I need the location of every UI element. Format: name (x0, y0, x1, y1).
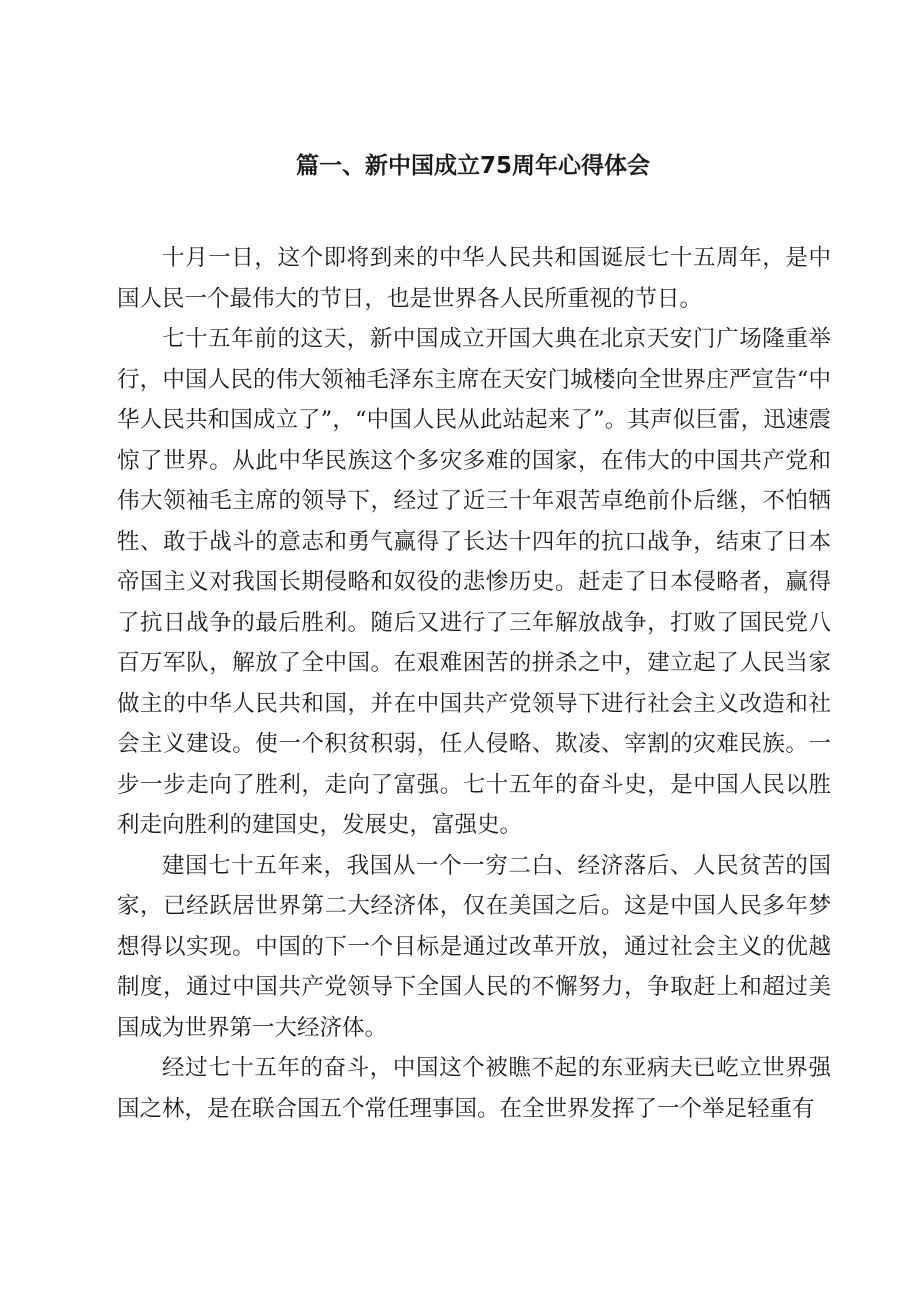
paragraph-1: 十月一日，这个即将到来的中华人民共和国诞辰七十五周年，是中国人民一个最伟大的节日，也是世界各人民所重视的节日。 (117, 245, 831, 312)
paragraph-3: 建国七十五年来，我国从一个一穷二白、经济落后、人民贫苦的国家，已经跃居世界第二大经济体，仅在美国之后。这是中国人民多年梦想得以实现。中国的下一个目标是通过改革开放，通过社会主义的优越制度，通过中国共产党领导下全国人民的不懈努力，争取赶上和超过美国成为世界第一大经济体。 (117, 852, 831, 1041)
paragraph-4: 经过七十五年的奋斗，中国这个被瞧不起的东亚病夫已屹立世界强国之林，是在联合国五个常任理事国。在全世界发挥了一个举足轻重有 (117, 1055, 831, 1122)
document-body (117, 238, 831, 1129)
document-title: 篇一、新中国成立75周年心得体会 (295, 153, 650, 179)
paragraph-2: 七十五年前的这天，新中国成立开国大典在北京天安门广场隆重举行，中国人民的伟大领袖毛泽东主席在天安门城楼向全世界庄严宣告“中华人民共和国成立了”，“中国人民从此站起来了”。其声似巨雷，迅速震惊了世界。从此中华民族这个多灾多难的国家，在伟大的中国共产党和伟大领袖毛主席的领导下，经过了近三十年艰苦卓绝前仆后继，不怕牺牲、敢于战斗的意志和勇气赢得了长达十四年的抗口战争，结束了日本帝国主义对我国长期侵略和奴役的悲惨历史。赶走了日本侵略者，赢得了抗日战争的最后胜利。随后又进行了三年解放战争，打败了国民党八百万军队，解放了全中国。在艰难困苦的拼杀之中，建立起了人民当家做主的中华人民共和国，并在中国共产党领导下进行社会主义改造和社会主义建设。使一个积贫积弱，任人侵略、欺凌、宰割的灾难民族。一步一步走向了胜利，走向了富强。七十五年的奋斗史，是中国人民以胜利走向胜利的建国史，发展史，富强史。 (117, 326, 831, 838)
